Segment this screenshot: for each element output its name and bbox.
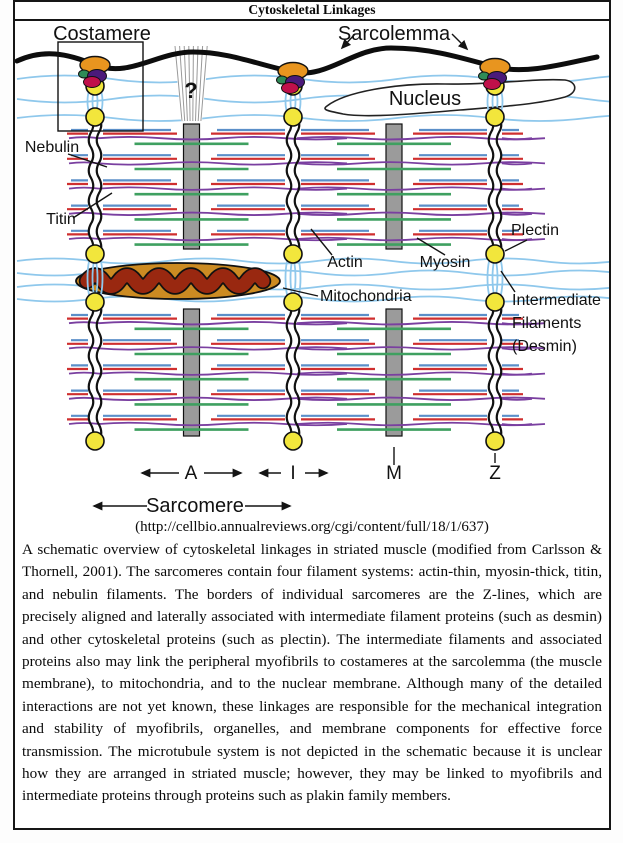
if-wave (17, 259, 609, 264)
a-band-label: A (184, 463, 198, 484)
z-disc-node (284, 293, 302, 311)
z-line-zigzag (497, 302, 502, 440)
mitochondria-shape (76, 263, 280, 299)
plectin-label: Plectin (510, 222, 560, 239)
m-line-label: M (386, 463, 402, 484)
z-disc-node (486, 245, 504, 263)
schematic-svg (15, 21, 609, 515)
sarcolemma-label: Sarcolemma (337, 23, 451, 45)
source-url: (http://cellbio.annualreviews.org/cgi/content/full/18/1/637) (135, 519, 489, 535)
if-wave (17, 115, 609, 121)
actin-pointer (311, 229, 332, 255)
sarcomere-label: Sarcomere (146, 495, 244, 515)
z-disc-node (86, 245, 104, 263)
z-disc-node (486, 432, 504, 450)
z-disc-node (284, 245, 302, 263)
z-disc-node (486, 108, 504, 126)
nebulin-label: Nebulin (24, 139, 80, 156)
z-line-zigzag (489, 117, 494, 254)
figure-caption: A schematic overview of cytoskeletal linkages in striated muscle (modified from Carlsson & Thornell, 2001). The sarcomeres contain four filament systems: actin-thin, myosin-thick, titin, and nebulin filaments. The borders of individual sarcomeres are the Z-lines, which are precisely aligned and laterally associated with intermediate filament proteins (such as desmin) and other cytoskeletal proteins (such as plectin). The intermediate filaments and associated proteins also may link the peripheral myofibrils to costameres at the sarcolemma (the muscle membrane), to mitochondria, and to the nuclear membrane. Although many of the detailed interactions are not yet known, these linkages are responsible for the mechanical integration and stability of myofibrils, organelles, and membrane components for effective force transmission. The microtubule system is not depicted in the schematic because it is unclear how they are arranged in striated muscle; however, they may be linked to myofibrils and intermediate proteins through proteins such as plakin family members. (22, 541, 602, 805)
intermediate-filaments-label-2: Filaments (512, 315, 582, 332)
figure-frame (13, 0, 611, 830)
plectin-pointer (505, 240, 527, 251)
myosin-pointer (417, 238, 445, 255)
unknown-link-label: ? (184, 78, 198, 103)
sarcolemma-arrow-right (452, 34, 467, 49)
z-disc-node (284, 432, 302, 450)
titin-label: Titin (46, 211, 76, 228)
actin-label: Actin (327, 254, 363, 271)
mitochondria-label: Mitochondria (320, 288, 412, 305)
i-band-label: I (290, 463, 296, 484)
myosin-label: Myosin (419, 254, 471, 271)
z-line-zigzag (497, 117, 502, 254)
z-disc-node (86, 293, 104, 311)
z-disc-node (486, 293, 504, 311)
intermediate-filaments-label-3: (Desmin) (512, 338, 577, 355)
z-line-label: Z (489, 463, 501, 484)
z-disc-node (86, 432, 104, 450)
z-line-zigzag (287, 117, 292, 254)
costamere-complex (79, 57, 111, 88)
nucleus-label: Nucleus (388, 88, 462, 110)
z-disc-node (86, 108, 104, 126)
intermediate-filaments-label-1: Intermediate (512, 292, 601, 309)
z-line-zigzag (489, 302, 494, 440)
costamere-label: Costamere (53, 23, 151, 45)
schematic-diagram (15, 21, 609, 515)
costamere-complex (277, 63, 309, 94)
z-disc-node (284, 108, 302, 126)
figure-title: Cytoskeletal Linkages (15, 2, 609, 21)
